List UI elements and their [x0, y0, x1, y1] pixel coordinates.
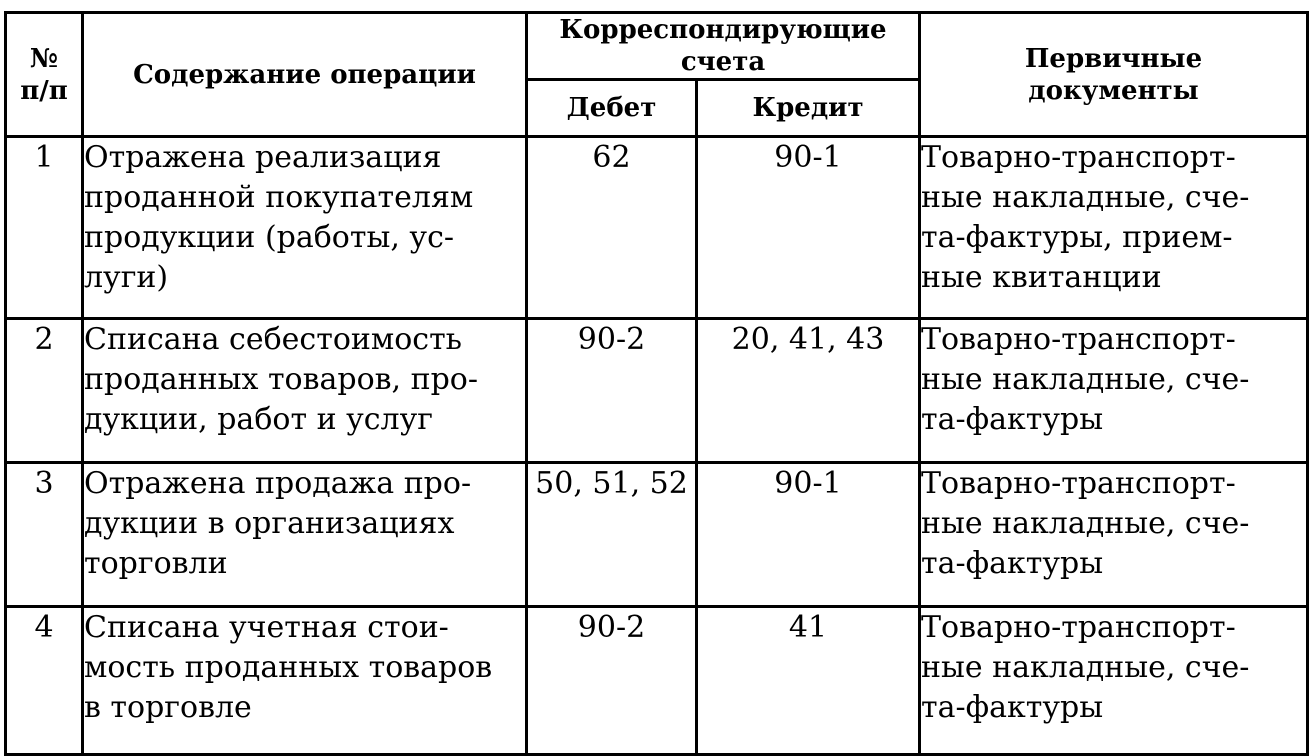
row-documents-line: ные квитанции — [921, 260, 1162, 295]
row-debit: 90-2 — [527, 607, 697, 755]
row-content-line: луги) — [84, 260, 169, 295]
row-content-line: мость проданных товаров — [84, 650, 493, 685]
row-number: 4 — [6, 607, 83, 755]
row-content — [83, 137, 527, 319]
row-documents-line: ные накладные, сче- — [921, 180, 1250, 215]
header-documents-line-1: Первичные — [1024, 43, 1203, 74]
row-credit: 20, 41, 43 — [697, 319, 920, 463]
row-content-line: дукции в организациях — [84, 506, 455, 541]
row-content-line: проданных товаров, про- — [84, 362, 478, 397]
row-documents-line: ные накладные, сче- — [921, 506, 1250, 541]
header-number — [6, 13, 83, 137]
header-accounts: Корреспондирующие счета — [527, 13, 920, 80]
row-content — [83, 607, 527, 755]
row-documents-line: ные накладные, сче- — [921, 362, 1250, 397]
row-debit: 50, 51, 52 — [527, 463, 697, 607]
row-content-line: торговли — [84, 546, 228, 581]
row-debit: 90-2 — [527, 319, 697, 463]
header-content: Содержание операции — [83, 13, 527, 137]
row-documents — [920, 463, 1308, 607]
row-documents-line: та-фактуры — [921, 402, 1104, 437]
row-content — [83, 319, 527, 463]
row-number: 1 — [6, 137, 83, 319]
row-number: 3 — [6, 463, 83, 607]
accounting-operations-table — [4, 11, 1309, 756]
header-number-line-1: № — [29, 43, 59, 74]
header-debit: Дебет — [527, 80, 697, 137]
header-documents — [920, 13, 1308, 137]
header-number-line-2: п/п — [20, 75, 68, 106]
row-content-line: дукции, работ и услуг — [84, 402, 433, 437]
table-row — [6, 463, 1308, 607]
row-documents — [920, 137, 1308, 319]
row-documents-line: та-фактуры — [921, 690, 1104, 725]
row-documents-line: Товарно-транспорт- — [921, 466, 1236, 501]
row-documents-line: та-фактуры — [921, 546, 1104, 581]
row-documents — [920, 607, 1308, 755]
row-debit: 62 — [527, 137, 697, 319]
table-row — [6, 137, 1308, 319]
row-credit: 90-1 — [697, 137, 920, 319]
row-content-line: Списана себестоимость — [84, 322, 463, 357]
row-content-line: Отражена продажа про- — [84, 466, 472, 501]
row-documents-line: Товарно-транспорт- — [921, 322, 1236, 357]
table-row — [6, 319, 1308, 463]
row-credit: 90-1 — [697, 463, 920, 607]
row-documents-line: ные накладные, сче- — [921, 650, 1250, 685]
row-documents-line: Товарно-транспорт- — [921, 610, 1236, 645]
row-documents — [920, 319, 1308, 463]
table-row — [6, 607, 1308, 755]
row-content — [83, 463, 527, 607]
row-credit: 41 — [697, 607, 920, 755]
row-documents-line: та-фактуры, прием- — [921, 220, 1233, 255]
header-credit: Кредит — [697, 80, 920, 137]
row-content-line: Списана учетная стои- — [84, 610, 449, 645]
row-content-line: Отражена реализация — [84, 140, 442, 175]
header-documents-line-2: документы — [1028, 75, 1199, 106]
row-content-line: в торговле — [84, 690, 252, 725]
row-content-line: продукции (работы, ус- — [84, 220, 455, 255]
row-number: 2 — [6, 319, 83, 463]
row-documents-line: Товарно-транспорт- — [921, 140, 1236, 175]
row-content-line: проданной покупателям — [84, 180, 474, 215]
